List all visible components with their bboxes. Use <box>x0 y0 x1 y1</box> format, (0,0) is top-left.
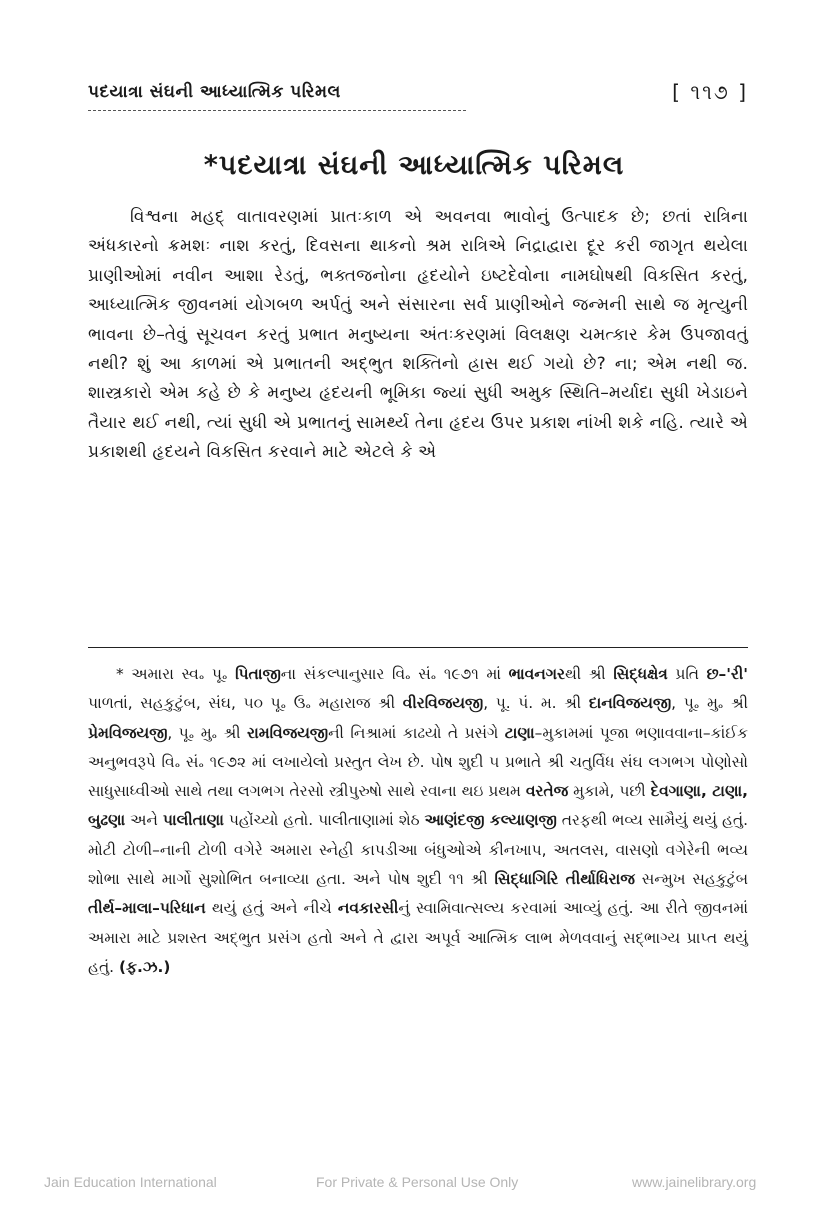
footnote-emphasis: તીર્થ–માલા–પરિધાન <box>88 899 206 918</box>
footnote-emphasis: પ્રેમવિજયજી <box>88 723 168 742</box>
footnote-emphasis: દેવગાણા, ટાણા, બુઢણા <box>88 782 748 830</box>
footer-usage-note: For Private & Personal Use Only <box>316 1174 519 1190</box>
footnote-text: થયું હતું અને નીચે <box>205 899 338 918</box>
footnote-text: તરફથી ભવ્ય સામૈયું થયું હતું. મોટી ટોળી–નાની ટોળી વગેરે અમારા સ્નેહી કાપડીઆ બંધુઓએ કીનખાપ, અતલસ, વાસણો વગેરેની ભવ્ય શોભા સાથે માર્ગો સુશોભિત બનાવ્યા હતા. અને પોષ શુદી ૧૧ શ્રી <box>88 811 748 889</box>
body-paragraph: વિશ્વના મહદ્ વાતાવરણમાં પ્રાતઃકાળ એ અવનવા ભાવોનું ઉત્પાદક છે; છતાં રાત્રિના અંધકારનો ક્રમશઃ નાશ કરતું, દિવસના થાકનો શ્રમ રાત્રિએ નિદ્રાદ્વારા દૂર કરી જાગૃત થયેલા પ્રાણીઓમાં નવીન આશા રેડતું, ભક્તજનોના હૃદયોને ઇષ્ટદેવોના નામઘોષથી વિકસિત કરતું, આધ્યાત્મિક જીવનમાં યોગબળ અર્પતું અને સંસારના સર્વ પ્રાણીઓને જન્મની સાથે જ મૃત્યુની ભાવના છે–તેવું સૂચવન કરતું પ્રભાત મનુષ્યના અંતઃકરણમાં વિલક્ષણ ચમત્કાર કેમ ઉપજાવતું નથી? શું આ કાળમાં એ પ્રભાતની અદ્ભુત શક્તિનો હ્રાસ થઈ ગયો છે? ના; એમ નથી જ. શાસ્ત્રકારો એમ કહે છે કે મનુષ્ય હૃદયની ભૂમિકા જ્યાં સુધી અમુક સ્થિતિ–મર્યાદા સુધી ખેડાઇને તૈયાર થઈ નથી, ત્યાં સુધી એ પ્રભાતનું સામર્થ્ય તેના હૃદય ઉપર પ્રકાશ નાંખી શકે નહિ. ત્યારે એ પ્રકાશથી હૃદયને વિકસિત કરવાને માટે એટલે કે એ <box>88 207 748 463</box>
footnote-emphasis: સિદ્ધાગિરિ તીર્થાધિરાજ <box>494 870 635 889</box>
body-text <box>88 203 748 468</box>
footnote-text: –મુકામમાં પૂજા ભણાવવાના–કાંઈક અનુભવરૂપે વિ૰ સં૰ ૧૯૭૨ માં લખાયેલો પ્રસ્તુત લેખ છે. પોષ શુદી ૫ પ્રભાતે શ્રી ચતુર્વિધ સંઘ લગભગ પોણોસો સાધુસાધ્વીઓ સાથે તથા લગભગ તેરસો સ્ત્રીપુરુષો સાથે રવાના થઇ પ્રથમ <box>88 723 749 801</box>
footnote-text: પ્રતિ <box>667 665 707 683</box>
footnote-emphasis: નવકારસી <box>337 899 399 918</box>
footnote-text: , પૂ૰ મુ૰ શ્રી <box>671 694 748 713</box>
footnote-text: * અમારા સ્વ૰ પૂ૰ <box>116 665 236 683</box>
footnote-emphasis: ભાવનગર <box>508 665 565 683</box>
footnote-text: ના સંકલ્પાનુસાર વિ૰ સં૰ ૧૯૭૧ માં <box>280 665 509 683</box>
running-title-underline <box>88 110 466 111</box>
footnote-divider <box>88 647 748 648</box>
footnote-text: મુકામે, પછી <box>568 782 651 801</box>
footnote-emphasis: (ફ.ઝ.) <box>118 957 171 976</box>
footnote <box>88 660 748 982</box>
footnote-paragraph <box>88 660 748 982</box>
footnote-emphasis: આણંદજી કલ્યાણજી <box>424 811 557 830</box>
running-title: પદયાત્રા સંઘની આધ્યાત્મિક પરિમલ <box>88 82 341 102</box>
footnote-emphasis: ટાણા <box>504 723 535 742</box>
footnote-text: ની નિશ્રામાં કાઢયો તે પ્રસંગે <box>328 723 505 742</box>
footer-website-link[interactable]: www.jainelibrary.org <box>632 1174 757 1190</box>
footnote-emphasis: છ–'રી' <box>706 665 748 683</box>
chapter-title: *પદયાત્રા સંઘની આધ્યાત્મિક પરિમલ <box>203 150 625 181</box>
footnote-text: , પૂ૰ મુ૰ શ્રી <box>167 723 247 742</box>
footnote-text: સન્મુખ સહકુટુંબ <box>634 870 748 889</box>
page-footer <box>0 1168 828 1198</box>
footnote-text: થી શ્રી <box>564 665 614 683</box>
footnote-text: અને <box>125 811 163 830</box>
page-number: [ ૧૧૭ ] <box>672 80 748 104</box>
running-header <box>88 78 748 118</box>
footnote-emphasis: દાનવિજયજી <box>588 694 672 713</box>
footnote-emphasis: પિતાજી <box>235 665 281 683</box>
footnote-emphasis: સિદ્ધક્ષેત્ર <box>613 665 668 683</box>
footer-publisher: Jain Education International <box>44 1174 217 1190</box>
footnote-text: , પૂ. પં. મ. શ્રી <box>483 694 589 713</box>
footnote-emphasis: વીરવિજયજી <box>402 694 484 713</box>
footnote-text: નું સ્વામિવાત્સલ્ય કરવામાં આવ્યું હતું. આ રીતે જીવનમાં અમારા માટે પ્રશસ્ત અદ્ભુત પ્રસંગ હતો અને તે દ્વારા અપૂર્વ આત્મિક લાભ મેળવવાનું સદ્ભાગ્ય પ્રાપ્ત થયું હતું. <box>88 899 749 976</box>
footnote-text: પાળતાં, સહકુટુંબ, સંઘ, ૫૦ પૂ૰ ઉ૰ મહારાજ શ્રી <box>88 694 403 713</box>
footnote-emphasis: વરતેજ <box>525 782 569 801</box>
footnote-emphasis: રામવિજયજી <box>246 723 329 742</box>
footnote-text: પહોંચ્યો હતો. પાલીતાણામાં શેઠ <box>223 811 425 830</box>
footnote-emphasis: પાલીતાણા <box>162 811 224 830</box>
